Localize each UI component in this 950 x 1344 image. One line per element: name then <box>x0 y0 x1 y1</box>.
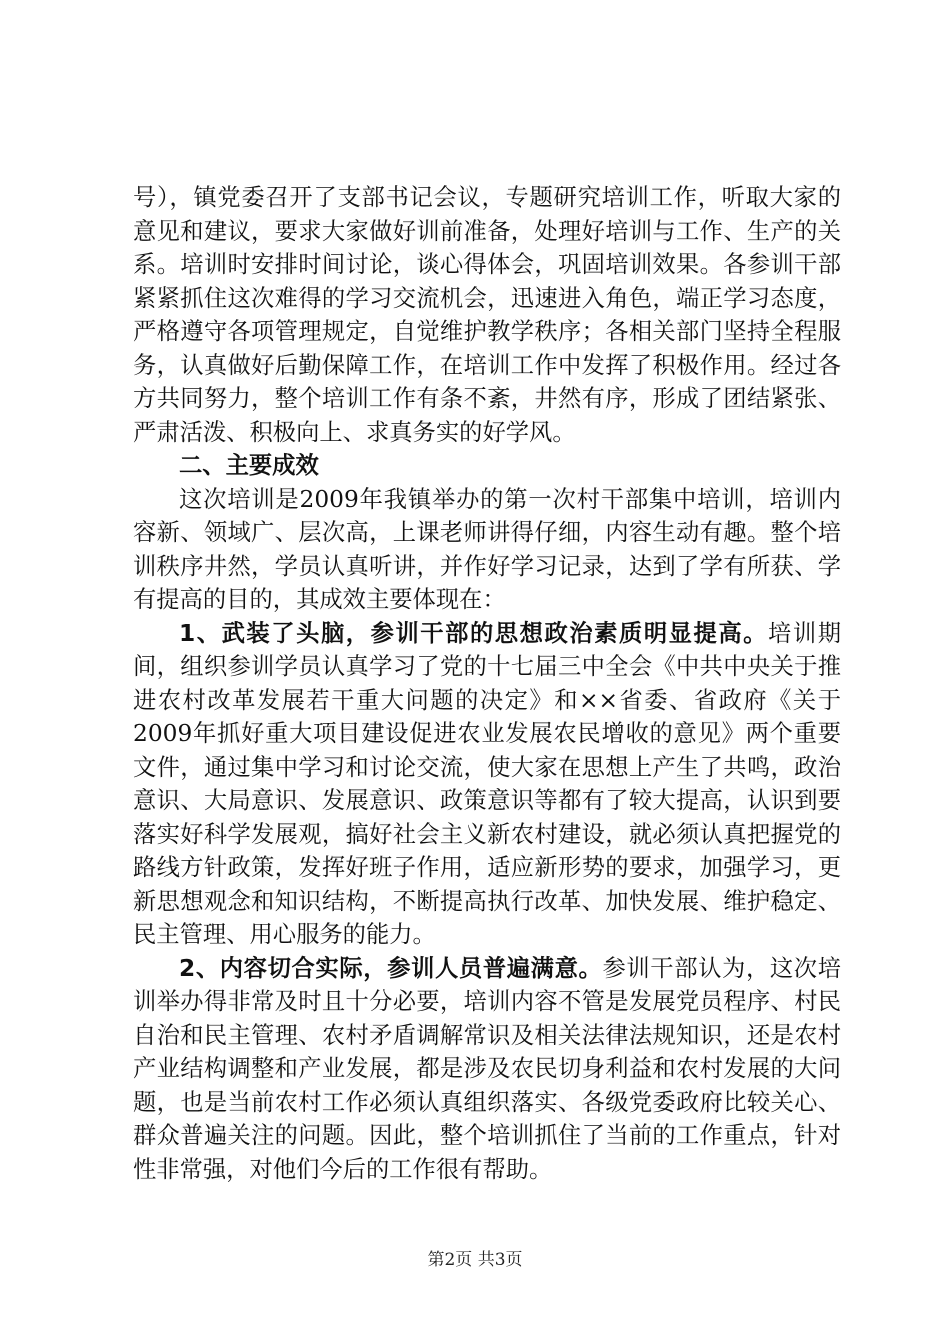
point-1-title: 1、武装了头脑，参训干部的思想政治素质明显提高。 <box>179 619 769 647</box>
section-heading: 二、主要成效 <box>179 452 319 479</box>
point-2-title: 2、内容切合实际，参训人员普遍满意。 <box>179 954 603 982</box>
paragraph-point-1 <box>133 617 841 952</box>
point-1-text: 培训期间，组织参训学员认真学习了党的十七届三中全会《中共中央关于推进农村改革发展若干重大问题的决定》和××省委、省政府《关于2009年抓好重大项目建设促进农业发展农民增收的意见》两个重要文件，通过集中学习和讨论交流，使大家在思想上产生了共鸣，政治意识、大局意识、发展意识、政策意识等都有了较大提高，认识到要落实好科学发展观，搞好社会主义新农村建设，就必须认真把握党的路线方针政策，发挥好班子作用，适应新形势的要求，加强学习，更新思想观念和知识结构，不断提高执行改革、加快发展、维护稳定、民主管理、用心服务的能力。 <box>133 619 842 948</box>
paragraph-continuation: 号），镇党委召开了支部书记会议，专题研究培训工作，听取大家的意见和建议，要求大家做好训前准备，处理好培训与工作、生产的关系。培训时安排时间讨论，谈心得体会，巩固培训效果。各参训干部紧紧抓住这次难得的学习交流机会，迅速进入角色，端正学习态度，严格遵守各项管理规定，自觉维护教学秩序；各相关部门坚持全程服务，认真做好后勤保障工作，在培训工作中发挥了积极作用。经过各方共同努力，整个培训工作有条不紊，井然有序，形成了团结紧张、严肃活泼、积极向上、求真务实的好学风。 <box>133 184 841 446</box>
paragraph-intro: 这次培训是2009年我镇举办的第一次村干部集中培训，培训内容新、领域广、层次高，上课老师讲得仔细，内容生动有趣。整个培训秩序井然，学员认真听讲，并作好学习记录，达到了学有所获、学有提高的目的，其成效主要体现在： <box>133 485 841 613</box>
page-number-footer: 第2页 共3页 <box>427 1250 523 1270</box>
document-body <box>133 181 841 1186</box>
point-2-text: 参训干部认为，这次培训举办得非常及时且十分必要，培训内容不管是发展党员程序、村民自治和民主管理、农村矛盾调解常识及相关法律法规知识，还是农村产业结构调整和产业发展，都是涉及农民切身利益和农村发展的大问题，也是当前农村工作必须认真组织落实、各级党委政府比较关心、群众普遍关注的问题。因此，整个培训抓住了当前的工作重点，针对性非常强，对他们今后的工作很有帮助。 <box>133 954 841 1183</box>
paragraph-point-2 <box>133 952 841 1187</box>
